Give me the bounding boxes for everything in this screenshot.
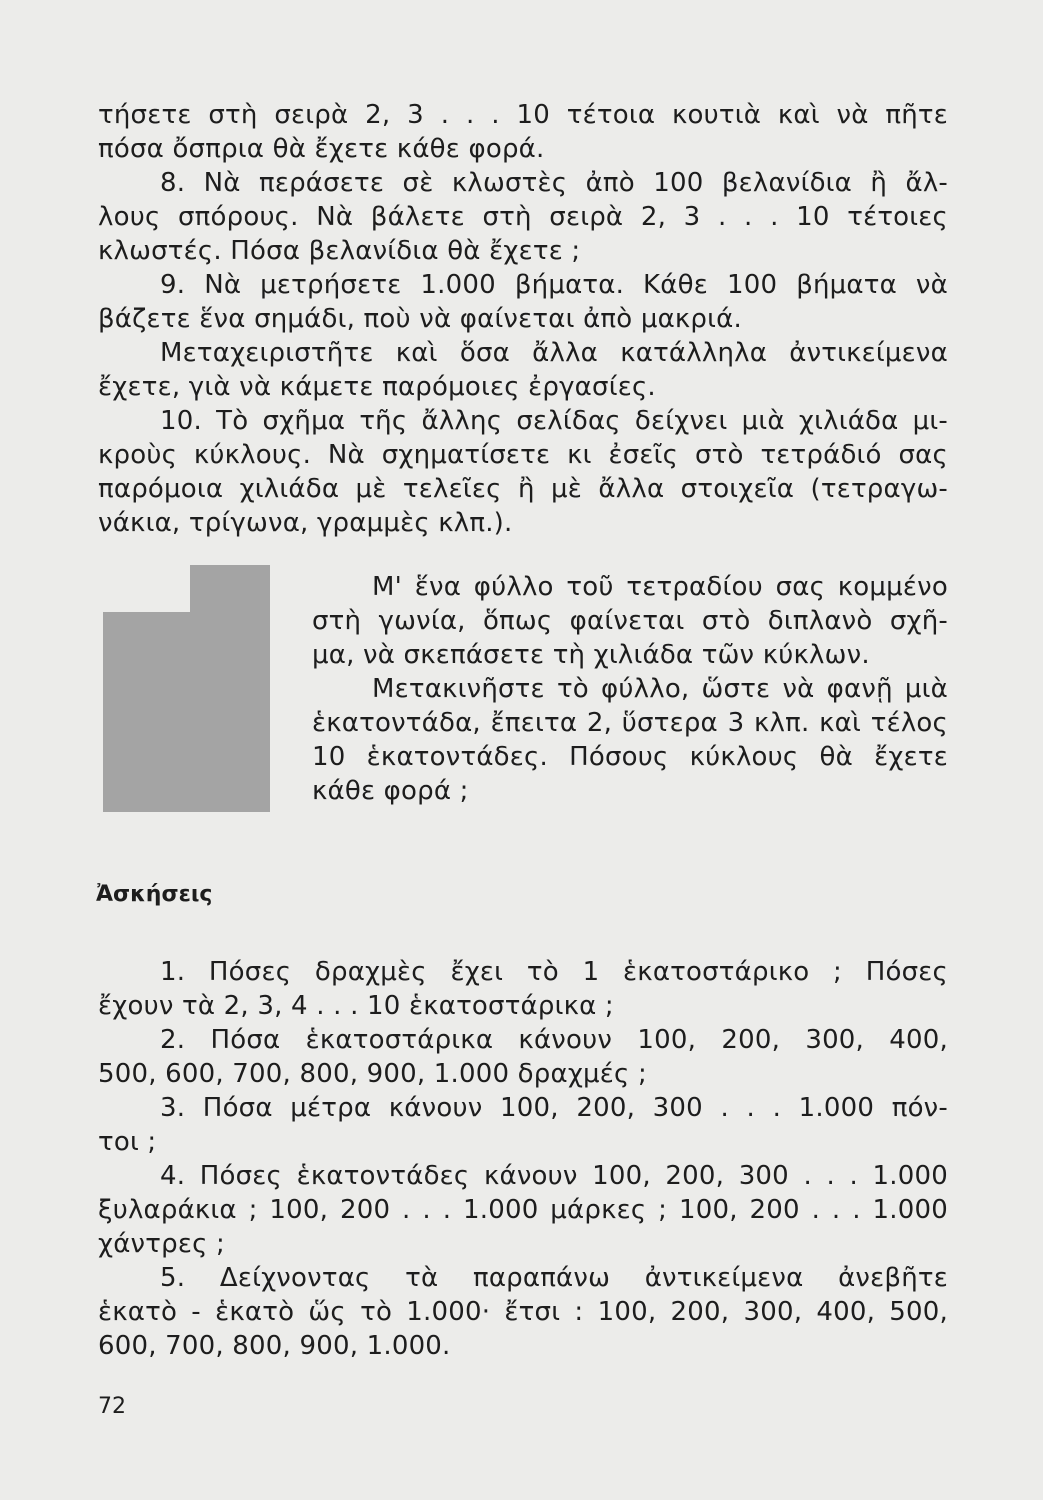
- text-line: παρόμοια χιλιάδα μὲ τελεῖες ἢ μὲ ἄλλα στοιχεῖα (τετραγω-: [98, 474, 948, 504]
- exercise-line: χάντρες ;: [98, 1229, 225, 1259]
- exercise-line: ἑκατὸ - ἑκατὸ ὥς τὸ 1.000· ἔτσι : 100, 200, 300, 400, 500,: [98, 1297, 948, 1327]
- text-line: 8. Νὰ περάσετε σὲ κλωστὲς ἀπὸ 100 βελανίδια ἢ ἄλ-: [160, 168, 948, 198]
- text-line: 10. Τὸ σχῆμα τῆς ἄλλης σελίδας δείχνει μιὰ χιλιάδα μι-: [160, 406, 948, 436]
- text-line: λους σπόρους. Νὰ βάλετε στὴ σειρὰ 2, 3 . . . 10 τέτοιες: [98, 202, 948, 232]
- page-number: 72: [98, 1394, 126, 1419]
- exercise-line: 5. Δείχνοντας τὰ παραπάνω ἀντικείμενα ἀνεβῆτε: [160, 1263, 948, 1293]
- exercise-line: 500, 600, 700, 800, 900, 1.000 δραχμές ;: [98, 1059, 647, 1089]
- text-line: 9. Νὰ μετρήσετε 1.000 βήματα. Κάθε 100 βήματα νὰ: [160, 270, 948, 300]
- text-line: μα, νὰ σκεπάσετε τὴ χιλιάδα τῶν κύκλων.: [312, 640, 870, 670]
- text-line: ἑκατοντάδα, ἔπειτα 2, ὕστερα 3 κλπ. καὶ τέλος: [312, 708, 948, 738]
- text-line: ἔχετε, γιὰ νὰ κάμετε παρόμοιες ἐργασίες.: [98, 372, 656, 402]
- exercise-line: τοι ;: [98, 1127, 157, 1157]
- text-line: πόσα ὄσπρια θὰ ἔχετε κάθε φορά.: [98, 134, 545, 164]
- exercise-line: 4. Πόσες ἑκατοντάδες κάνουν 100, 200, 300 . . . 1.000: [160, 1161, 948, 1191]
- text-line: κλωστές. Πόσα βελανίδια θὰ ἔχετε ;: [98, 236, 581, 266]
- section-heading: Ἀσκήσεις: [96, 882, 213, 907]
- text-line: νάκια, τρίγωνα, γραμμὲς κλπ.).: [98, 508, 513, 538]
- exercise-line: 600, 700, 800, 900, 1.000.: [98, 1331, 451, 1361]
- exercise-line: ἔχουν τὰ 2, 3, 4 . . . 10 ἑκατοστάρικα ;: [98, 991, 614, 1021]
- text-line: κάθε φορά ;: [312, 776, 469, 806]
- exercise-line: ξυλαράκια ; 100, 200 . . . 1.000 μάρκες ; 100, 200 . . . 1.000: [98, 1195, 948, 1225]
- text-line: Μ' ἕνα φύλλο τοῦ τετραδίου σας κομμένο: [372, 572, 948, 602]
- exercise-line: 3. Πόσα μέτρα κάνουν 100, 200, 300 . . . 1.000 πόν-: [160, 1093, 948, 1123]
- text-line: Μεταχειριστῆτε καὶ ὅσα ἄλλα κατάλληλα ἀντικείμενα: [160, 338, 948, 368]
- exercise-line: 2. Πόσα ἑκατοστάρικα κάνουν 100, 200, 300, 400,: [160, 1025, 948, 1055]
- exercise-line: 1. Πόσες δραχμὲς ἔχει τὸ 1 ἑκατοστάρικο ; Πόσες: [160, 957, 948, 987]
- text-line: στὴ γωνία, ὅπως φαίνεται στὸ διπλανὸ σχῆ-: [312, 606, 948, 636]
- text-line: κροὺς κύκλους. Νὰ σχηματίσετε κι ἐσεῖς στὸ τετράδιό σας: [98, 440, 948, 470]
- text-line: βάζετε ἕνα σημάδι, ποὺ νὰ φαίνεται ἀπὸ μακριά.: [98, 304, 742, 334]
- text-line: 10 ἑκατοντάδες. Πόσους κύκλους θὰ ἔχετε: [312, 742, 948, 772]
- text-line: τήσετε στὴ σειρὰ 2, 3 . . . 10 τέτοια κουτιὰ καὶ νὰ πῆτε: [98, 100, 948, 130]
- text-line: Μετακινῆστε τὸ φύλλο, ὥστε νὰ φανῇ μιὰ: [372, 674, 948, 704]
